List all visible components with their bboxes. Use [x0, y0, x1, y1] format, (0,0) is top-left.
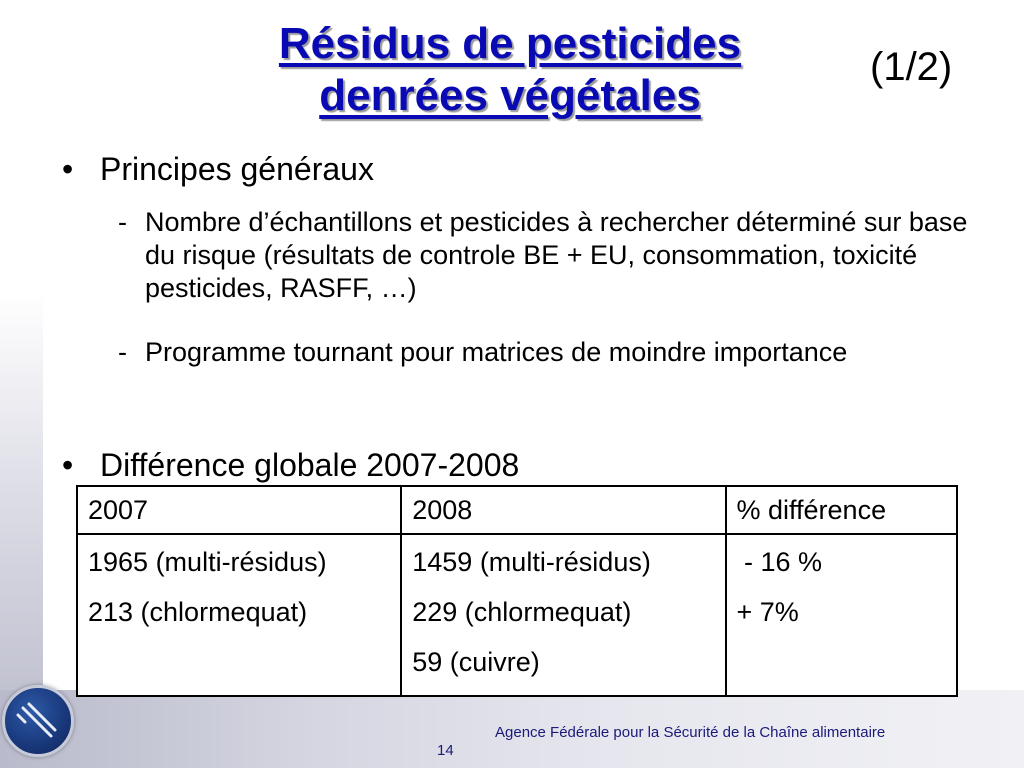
- title-line-1: Résidus de pesticides: [278, 19, 742, 68]
- sub-bullet-marker: -: [118, 337, 127, 367]
- table-cell-2008: [401, 534, 725, 696]
- cell-line: 59 (cuivre): [412, 647, 540, 677]
- cell-line: 229 (chlormequat): [412, 597, 632, 627]
- sub-bullet-programme: [118, 336, 978, 369]
- table-header-row: [77, 486, 957, 534]
- left-decor-band: [0, 0, 43, 768]
- slide-title: [200, 18, 820, 122]
- sub-bullet-text: Programme tournant pour matrices de moindre importance: [145, 337, 848, 367]
- table-header-cell: 2008: [401, 486, 725, 534]
- bullet-difference: [62, 446, 519, 484]
- cell-line: [737, 637, 947, 687]
- cell-line: + 7%: [736, 597, 799, 627]
- cell-line: 1459 (multi-résidus): [412, 547, 651, 577]
- sub-bullet-text: Nombre d’échantillons et pesticides à rechercher déterminé sur base du risque (résultats de controle BE + EU, consommation, toxicité pesticides, RASFF, …): [145, 207, 968, 303]
- table-cell-2007: [77, 534, 401, 696]
- part-indicator: (1/2): [870, 45, 953, 89]
- agency-logo: [2, 685, 74, 757]
- footer-agency-name: Agence Fédérale pour la Sécurité de la Chaîne alimentaire: [495, 724, 886, 741]
- table-cell-difference: [726, 534, 958, 696]
- cell-line: [88, 637, 390, 687]
- table-header-cell: % différence: [726, 486, 958, 534]
- slide-number: 14: [437, 742, 454, 759]
- title-line-2: denrées végétales: [319, 71, 701, 120]
- cell-line: 1965 (multi-résidus): [88, 547, 327, 577]
- bullet-text: Principes généraux: [100, 151, 374, 187]
- bullet-principes: [62, 150, 374, 188]
- bullet-text: Différence globale 2007-2008: [100, 447, 520, 483]
- fork-knife-icon: [5, 688, 71, 754]
- cell-line: - 16 %: [736, 547, 823, 577]
- table-header-cell: 2007: [77, 486, 401, 534]
- table-row: [77, 534, 957, 696]
- bullet-marker: •: [62, 151, 74, 187]
- sub-bullet-echantillons: [118, 206, 978, 305]
- comparison-table: [76, 485, 958, 697]
- sub-bullet-marker: -: [118, 207, 127, 237]
- cell-line: 213 (chlormequat): [88, 597, 308, 627]
- bullet-marker: •: [62, 447, 74, 483]
